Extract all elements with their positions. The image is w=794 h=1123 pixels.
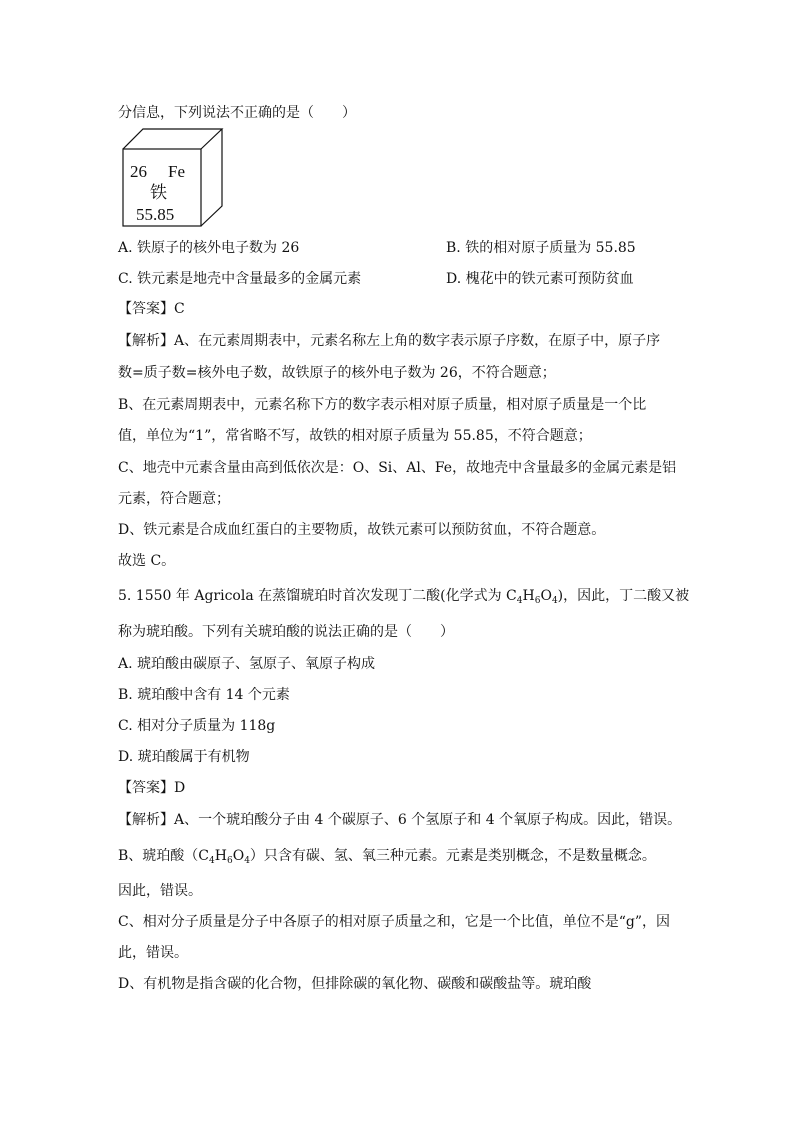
q4-analysis-line-3: B、在元素周期表中，元素名称下方的数字表示相对原子质量，相对原子质量是一个比 — [118, 397, 647, 413]
q4-stem-tail: 分信息，下列说法不正确的是（ ） — [118, 105, 356, 121]
q5-stem-text-a: 5. 1550 年 Agricola 在蒸馏琥珀时首次发现丁二酸(化学式为 — [118, 588, 507, 604]
chemical-formula: $C_4H_6O_4$ — [506, 588, 558, 606]
q4-answer: 【答案】C — [118, 301, 185, 317]
q5-stem-line-1 — [118, 586, 689, 611]
q4-analysis-line-2: 数=质子数=核外电子数，故铁原子的核外电子数为 26，不符合题意； — [118, 365, 556, 381]
q5-answer: 【答案】D — [118, 780, 186, 796]
q4-option-c: C. 铁元素是地壳中含量最多的金属元素 — [118, 271, 362, 287]
q5-option-c: C. 相对分子质量为 118g — [118, 718, 276, 734]
chemical-formula: $C_4H_6O_4$ — [198, 848, 250, 866]
q5-analysis-d: D、有机物是指含碳的化合物，但排除碳的氧化物、碳酸和碳酸盐等。琥珀酸 — [118, 976, 592, 992]
q4-analysis-line-4: 值，单位为“1”，常省略不写，故铁的相对原子质量为 55.85，不符合题意； — [118, 428, 592, 444]
q4-analysis-line-1: 【解析】A、在元素周期表中，元素名称左上角的数字表示原子序数，在原子中，原子序 — [118, 333, 661, 349]
q4-analysis-line-6: 元素，符合题意； — [118, 491, 230, 507]
q5-analysis-c-2: 此，错误。 — [118, 945, 188, 961]
q5-option-b: B. 琥珀酸中含有 14 个元素 — [118, 687, 290, 703]
q4-analysis-line-7: D、铁元素是合成血红蛋白的主要物质，故铁元素可以预防贫血，不符合题意。 — [118, 522, 606, 538]
q4-analysis-line-5: C、地壳中元素含量由高到低依次是：O、Si、Al、Fe，故地壳中含量最多的金属元素是铝 — [118, 460, 677, 476]
q4-option-b: B. 铁的相对原子质量为 55.85 — [446, 240, 636, 256]
q5-option-a: A. 琥珀酸由碳原子、氢原子、氧原子构成 — [118, 656, 376, 672]
q4-analysis-line-8: 故选 C。 — [118, 553, 176, 569]
q5-analysis-c-1: C、相对分子质量是分子中各原子的相对原子质量之和，它是一个比值，单位不是“g”，因 — [118, 914, 670, 930]
q5-analysis-b: B、琥珀酸$(C_4H_6O_4)$只含有碳、氢、氧三种元素。元素是类别概念，不是数量概念。 — [118, 848, 656, 866]
element-name: 铁 — [150, 183, 167, 202]
q5-analysis-a: 【解析】A、一个琥珀酸分子由 4 个碳原子、6 个氢原子和 4 个氧原子构成。因此，错误。 — [118, 812, 682, 828]
q4-option-d: D. 槐花中的铁元素可预防贫血 — [446, 271, 634, 287]
q5-stem-text-b: )，因此，丁二酸又被 — [557, 588, 690, 604]
element-tile-iron — [122, 128, 224, 228]
element-symbol: Fe — [168, 162, 185, 181]
q5-analysis-b-2: 因此，错误。 — [118, 883, 202, 899]
q4-option-a: A. 铁原子的核外电子数为 26 — [118, 240, 300, 256]
atomic-mass: 55.85 — [136, 205, 175, 224]
atomic-number: 26 — [130, 162, 147, 181]
q5-option-d: D. 琥珀酸属于有机物 — [118, 749, 250, 765]
q5-stem-line-2: 称为琥珀酸。下列有关琥珀酸的说法正确的是（ ） — [118, 624, 454, 640]
